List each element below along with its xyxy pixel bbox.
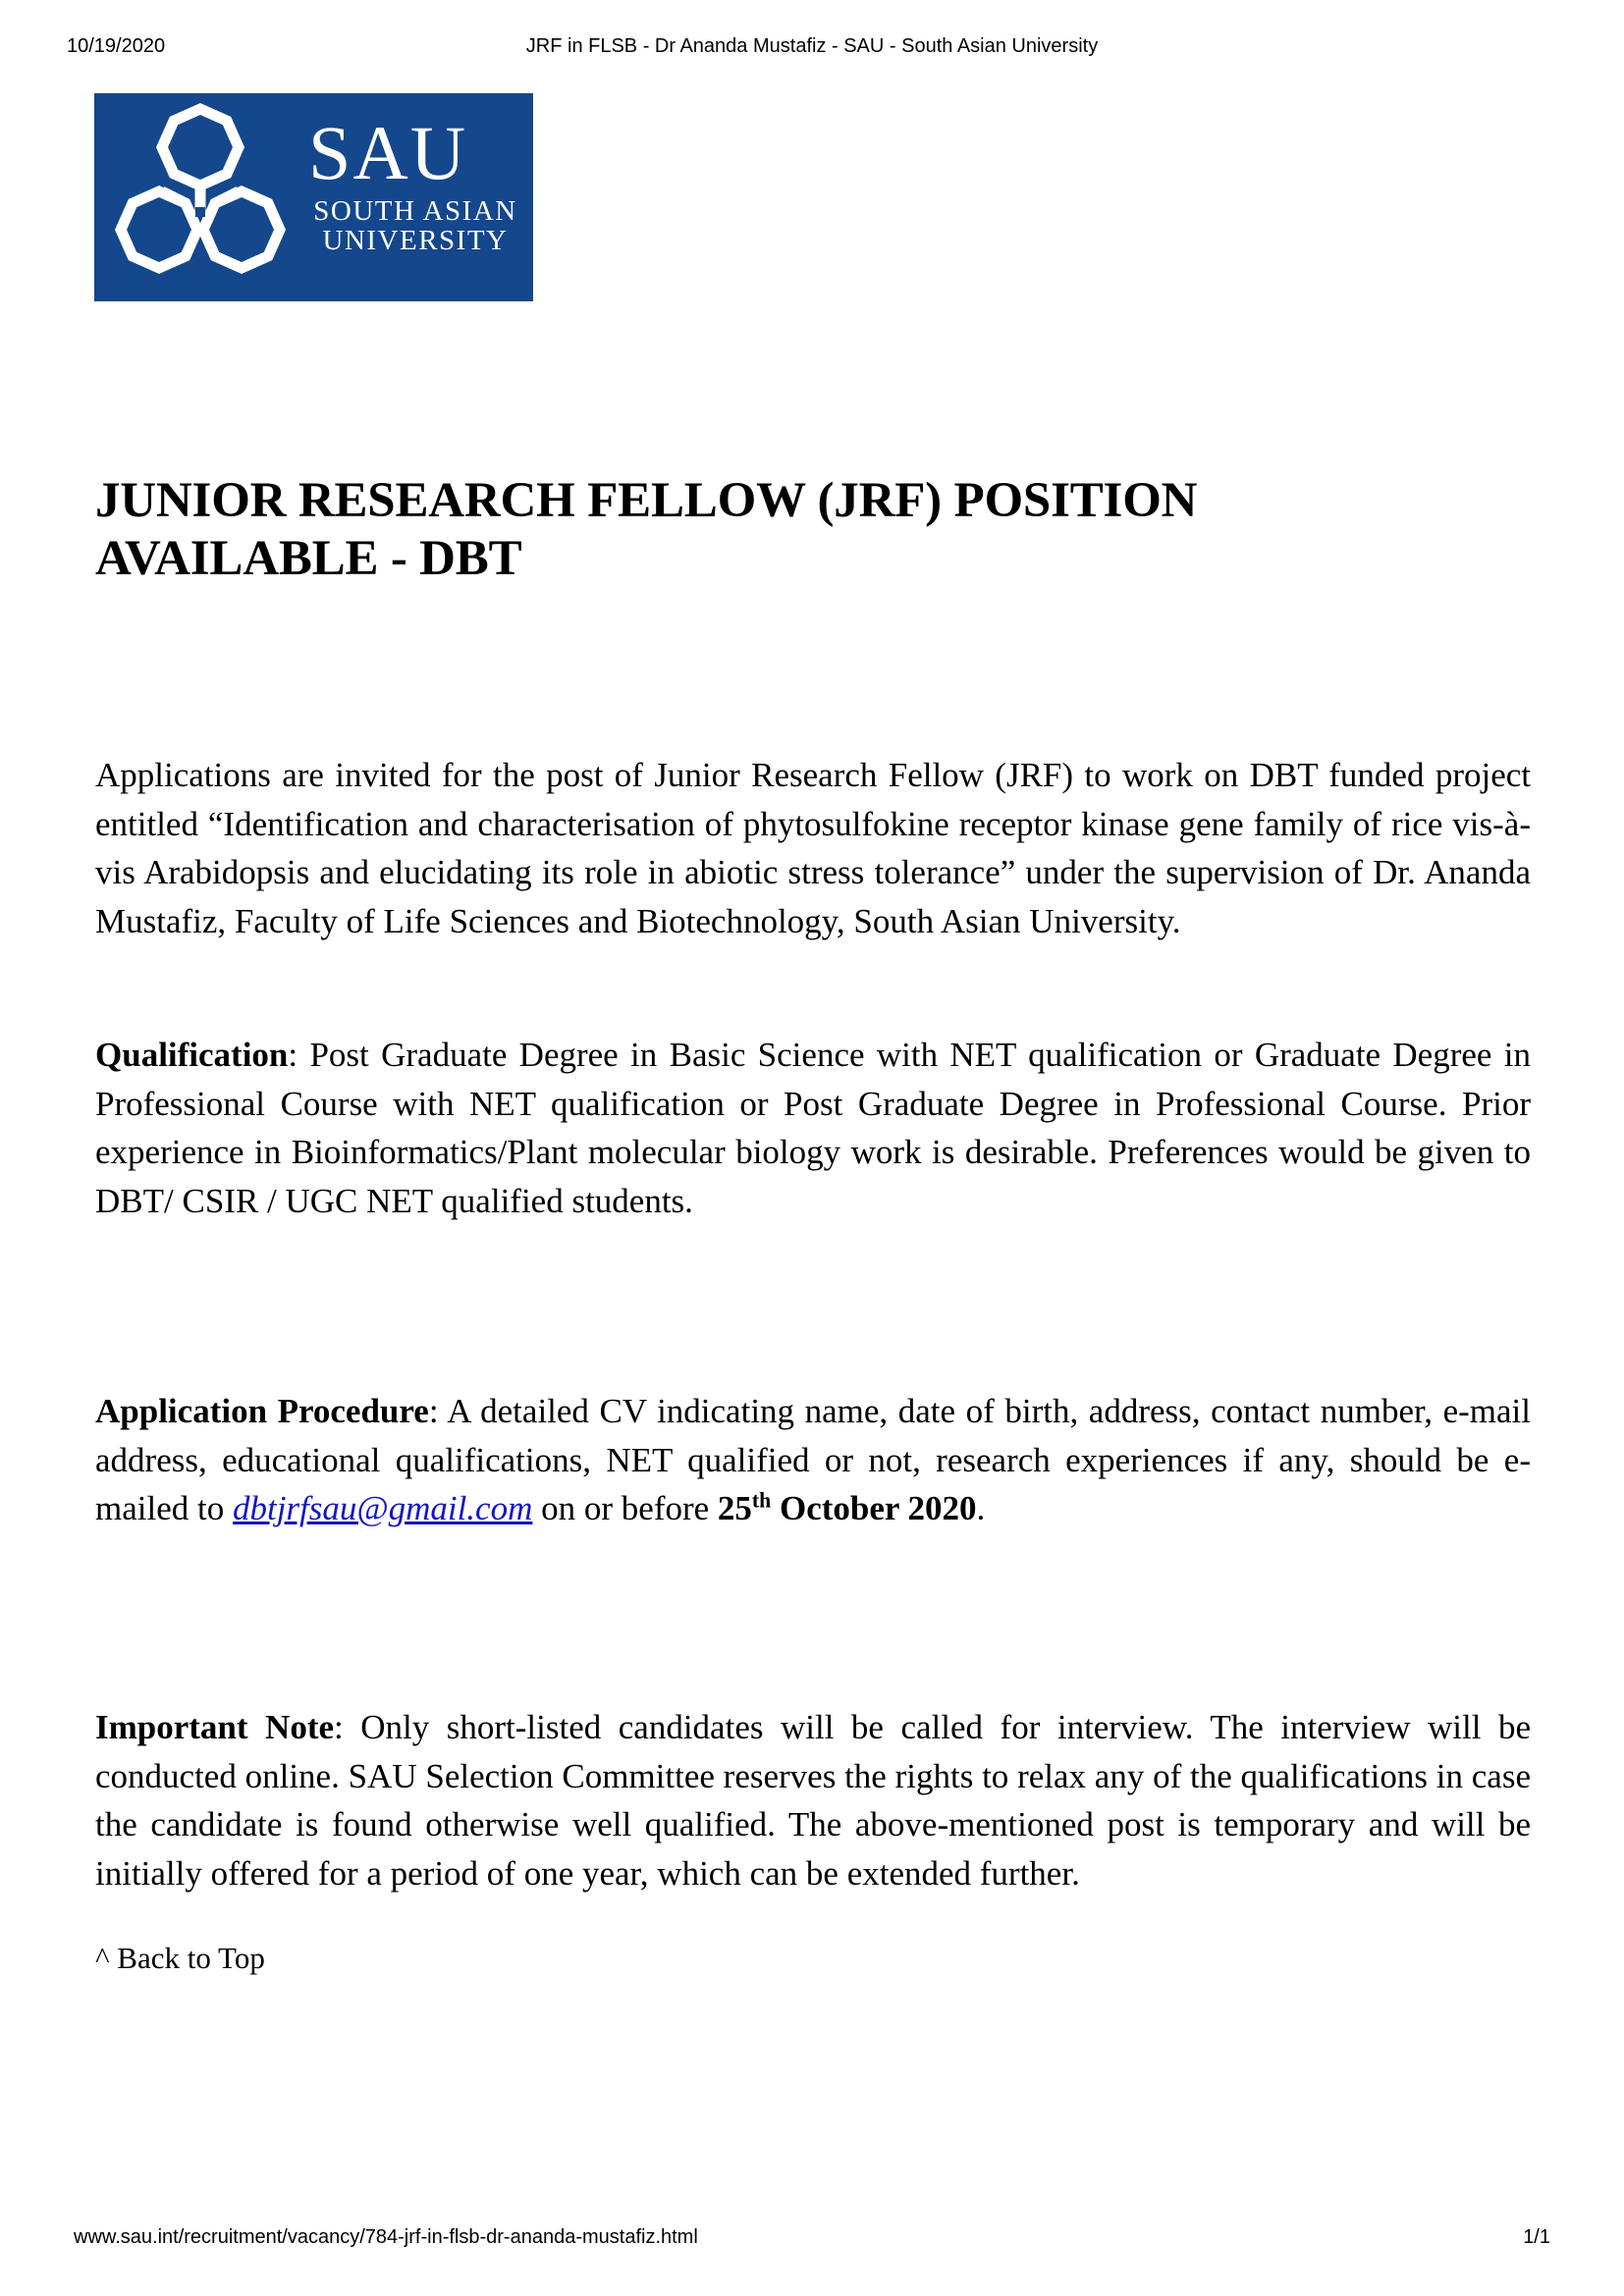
print-footer-url: www.sau.int/recruitment/vacancy/784-jrf-in-flsb-dr-ananda-mustafiz.html: [74, 2226, 698, 2248]
application-email-link[interactable]: dbtjrfsau@gmail.com: [232, 1489, 533, 1528]
deadline-ordinal-suffix: th: [751, 1488, 772, 1513]
print-date: 10/19/2020: [67, 35, 166, 57]
qualification-paragraph: [95, 1031, 1531, 1226]
sau-emblem-icon: [100, 97, 300, 297]
application-procedure-label: Application Procedure: [95, 1392, 429, 1430]
application-procedure-paragraph: [95, 1387, 1531, 1533]
sau-logo-acronym: SAU: [308, 110, 468, 195]
print-document-title: JRF in FLSB - Dr Ananda Mustafiz - SAU - South Asian University: [525, 35, 1099, 57]
application-procedure-text-after-email: on or before: [532, 1489, 718, 1528]
qualification-text: : Post Graduate Degree in Basic Science with NET qualification or Graduate Degree in Professional Course with NET qualification or Post Graduate Degree in Professional Course. Prior experience in Bioinformatics/Plant molecular biology work is desirable. Preferences would be given to DBT/ CSIR / UGC NET qualified students.: [95, 1036, 1531, 1221]
important-note-label: Important Note: [95, 1708, 335, 1746]
important-note-text: : Only short-listed candidates will be called for interview. The interview will be conducted online. SAU Selection Committee reserves the rights to relax any of the qualifications in case the candidate is found otherwise well qualified. The above-mentioned post is temporary and will be initially offered for a period of one year, which can be extended further.: [95, 1708, 1531, 1894]
print-header: [0, 35, 1624, 65]
back-to-top-link[interactable]: ^ Back to Top: [95, 1941, 265, 1975]
sau-logo-wordmark: [306, 110, 527, 256]
intro-paragraph: Applications are invited for the post of Junior Research Fellow (JRF) to work on DBT funded project entitled “Identification and characterisation of phytosulfokine receptor kinase gene family of rice vis-à-vis Arabidopsis and elucidating its role in abiotic stress tolerance” under the supervision of Dr. Ananda Mustafiz, Faculty of Life Sciences and Biotechnology, South Asian University.: [95, 756, 1531, 941]
deadline-month-year: October 2020: [771, 1489, 977, 1528]
application-procedure-text-before-email: : A detailed CV indicating name, date of birth, address, contact number, e-mail address, educational qualifications, NET qualified or not, research experiences if any, should be e-mailed to: [95, 1392, 1531, 1528]
sau-logo: [94, 93, 533, 301]
qualification-label: Qualification: [95, 1036, 289, 1074]
important-note-paragraph: [95, 1703, 1531, 1898]
sau-logo-line1: SOUTH ASIAN: [313, 195, 517, 227]
deadline-day: 25: [717, 1489, 752, 1528]
page-title: JUNIOR RESEARCH FELLOW (JRF) POSITION AVAILABLE - DBT: [95, 473, 1198, 587]
sau-logo-line2: UNIVERSITY: [322, 225, 509, 256]
application-procedure-text-end: .: [976, 1489, 986, 1528]
print-footer: [0, 2226, 1624, 2256]
print-footer-page-number: 1/1: [1523, 2226, 1550, 2248]
